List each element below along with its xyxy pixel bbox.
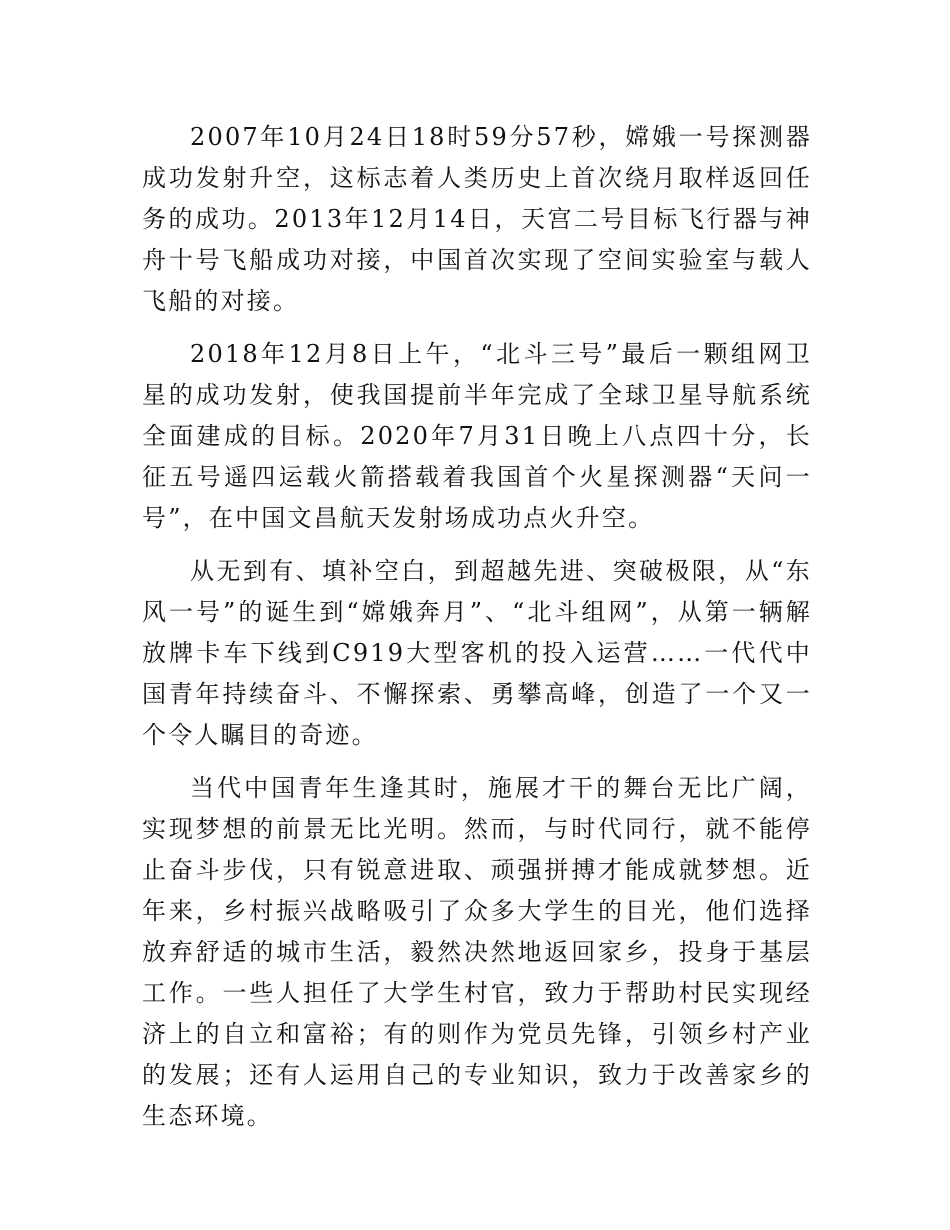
paragraph-space-missions: 2007年10月24日18时59分57秒，嫦娥一号探测器成功发射升空，这标志着人类历史上首次绕月取样返回任务的成功。2013年12月14日，天宫二号目标飞行器与神舟十号飞船成功对接，中国首次实现了空间实验室与载人飞船的对接。 xyxy=(142,123,812,315)
document-body xyxy=(142,117,812,1137)
paragraph-rural-revitalization: 当代中国青年生逢其时，施展才干的舞台无比广阔，实现梦想的前景无比光明。然而，与时代同行，就不能停止奋斗步伐，只有锐意进取、顽强拼搏才能成就梦想。近年来，乡村振兴战略吸引了众多大学生的目光，他们选择放弃舒适的城市生活，毅然决然地返回家乡，投身于基层工作。一些人担任了大学生村官，致力于帮助村民实现经济上的自立和富裕；有的则作为党员先锋，引领乡村产业的发展；还有人运用自己的专业知识，致力于改善家乡的生态环境。 xyxy=(142,774,812,1130)
paragraph-beidou-tianwen: 2018年12月8日上午，“北斗三号”最后一颗组网卫星的成功发射，使我国提前半年完成了全球卫星导航系统全面建成的目标。2020年7月31日晚上八点四十分，长征五号遥四运载火箭搭载着我国首个火星探测器“天问一号”，在中国文昌航天发射场成功点火升空。 xyxy=(142,340,812,532)
paragraph-chinese-youth-miracles: 从无到有、填补空白，到超越先进、突破极限，从“东风一号”的诞生到“嫦娥奔月”、“北斗组网”，从第一辆解放牌卡车下线到C919大型客机的投入运营……一代代中国青年持续奋斗、不懈探索、勇攀高峰，创造了一个又一个令人瞩目的奇迹。 xyxy=(142,557,812,749)
